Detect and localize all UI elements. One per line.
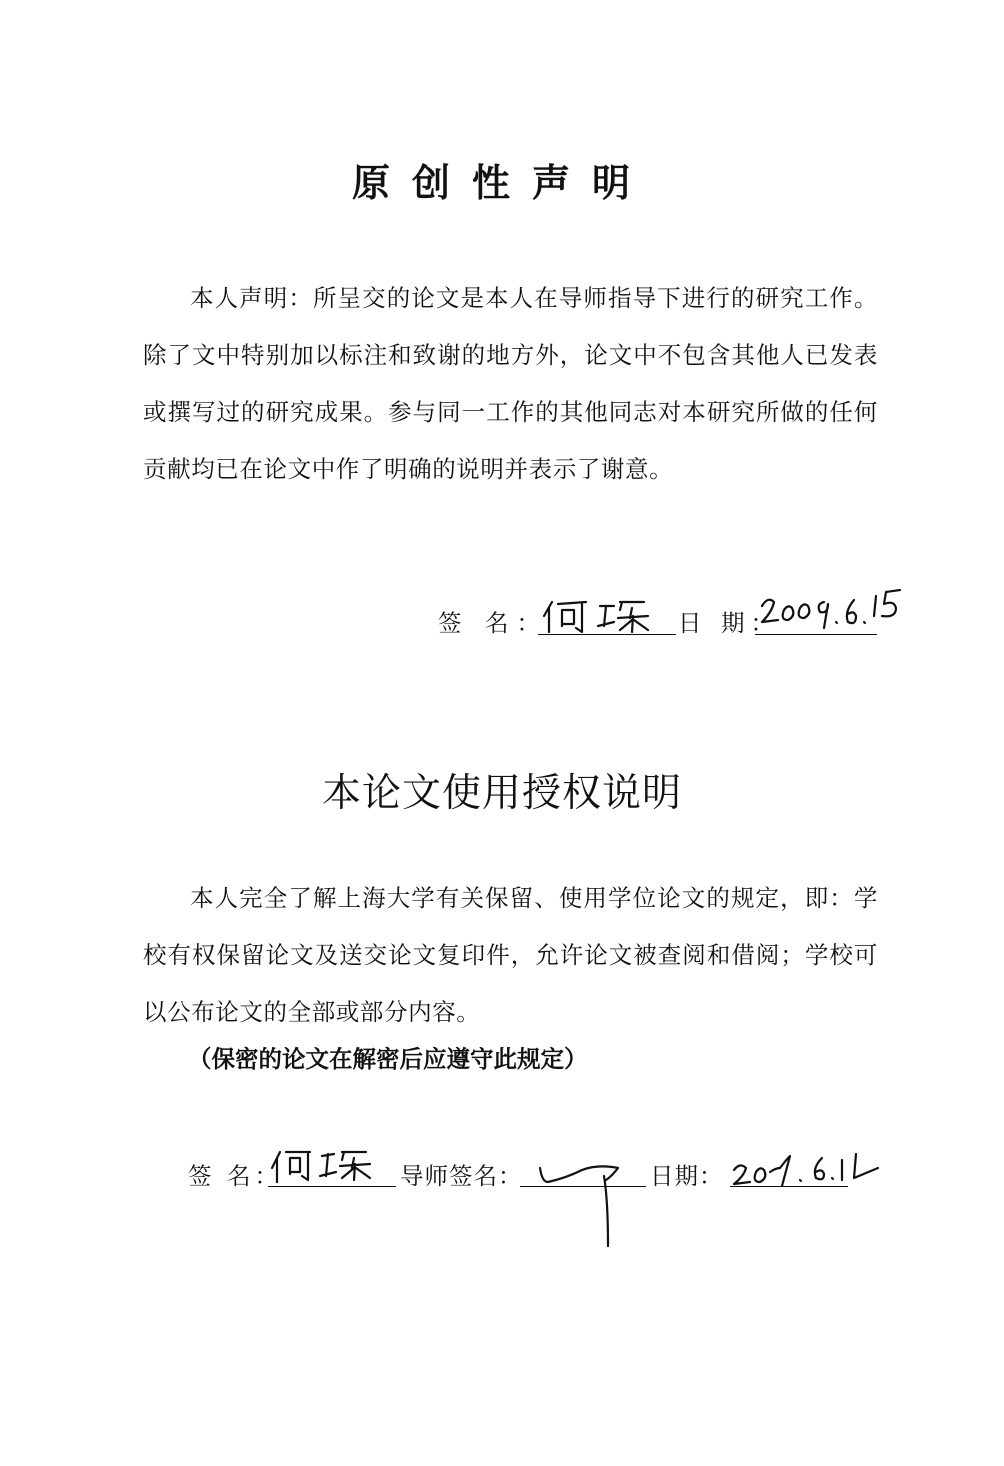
authorization-handwritten-signature: [270, 1146, 390, 1186]
declaration-signature-label: 签 名：: [438, 609, 548, 637]
authorization-handwritten-date: [732, 1146, 892, 1190]
declaration-date-line: [755, 634, 877, 635]
advisor-handwritten-signature: [526, 1150, 646, 1250]
advisor-signature-label: 导师签名：: [400, 1162, 523, 1190]
confidential-note: （保密的论文在解密后应遵守此规定）: [188, 1045, 588, 1073]
authorization-paragraph: 本人完全了解上海大学有关保留、使用学位论文的规定，即：学校有权保留论文及送交论文复印件，允许论文被查阅和借阅；学校可以公布论文的全部或部分内容。: [143, 884, 878, 1026]
authorization-date-label: 日期：: [650, 1162, 724, 1190]
declaration-paragraph: 本人声明：所呈交的论文是本人在导师指导下进行的研究工作。除了文中特别加以标注和致谢的地方外，论文中不包含其他人已发表或撰写过的研究成果。参与同一工作的其他同志对本研究所做的任何贡献均已在论文中作了明确的说明并表示了谢意。: [143, 284, 878, 483]
authorization-signature-label: 签 名：: [188, 1162, 282, 1190]
authorization-title: 本论文使用授权说明: [321, 771, 682, 816]
declaration-handwritten-date: [758, 586, 908, 634]
declaration-title: 原创性声明: [351, 160, 652, 205]
declaration-date-label: 日 期：: [678, 609, 780, 637]
declaration-handwritten-signature: [540, 596, 670, 636]
authorization-signature-line: [268, 1186, 396, 1187]
